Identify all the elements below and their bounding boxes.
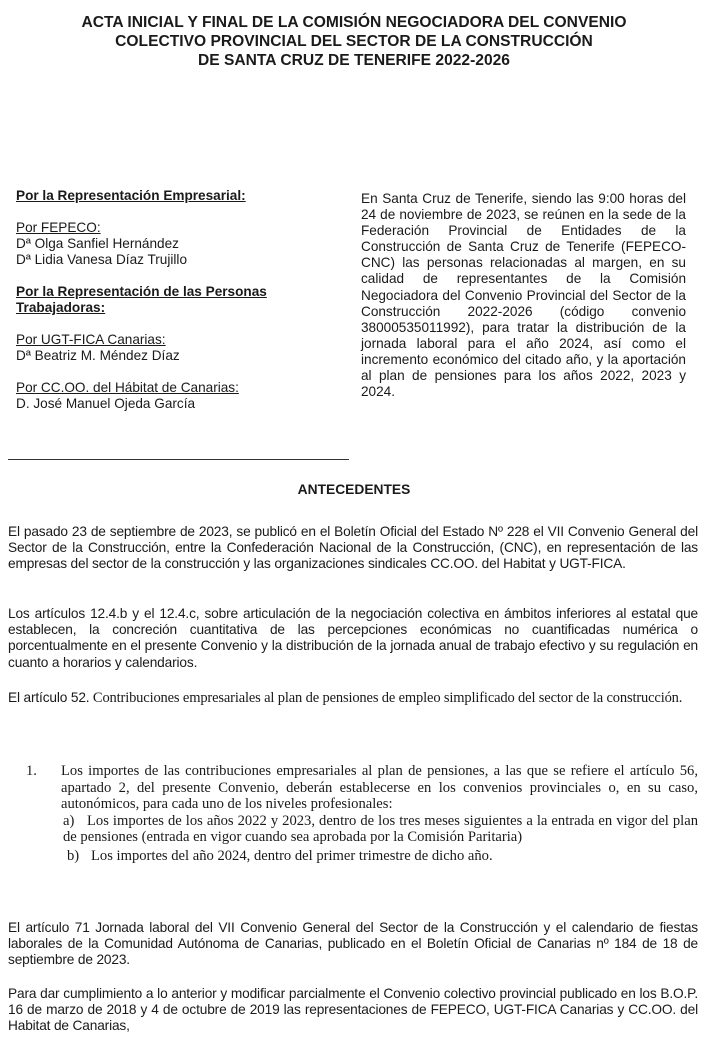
title-line-1: ACTA INICIAL Y FINAL DE LA COMISIÓN NEGOCIADORA DEL CONVENIO: [81, 14, 627, 31]
numbered-list: [26, 763, 698, 865]
title-line-2: COLECTIVO PROVINCIAL DEL SECTOR DE LA CONSTRUCCIÓN: [115, 33, 593, 50]
sub-item-a-text: Los importes de los años 2022 y 2023, dentro de los tres meses siguientes a la entrada en vigor del plan de pensiones (entrada en vigor cuando sea aprobada por la Comisión Paritaria): [63, 812, 698, 846]
divider-line: [8, 459, 349, 460]
org-fepeco: Por FEPECO:: [16, 220, 101, 235]
attendee-name: D. José Manuel Ojeda García: [16, 396, 196, 411]
attendee-name: Dª Olga Sanfiel Hernández: [16, 236, 179, 251]
list-number: 1.: [26, 763, 37, 779]
employer-heading: Por la Representación Empresarial:: [16, 188, 246, 203]
sub-item-a: [63, 813, 698, 846]
sub-item-b: [67, 848, 698, 865]
attendees-column: [16, 188, 336, 412]
workers-heading-line-1: Por la Representación de las Personas: [16, 284, 267, 299]
document-title: [0, 13, 708, 70]
list-item-text: Los importes de las contribuciones empresariales al plan de pensiones, a las que se refiere el artículo 56, apartado 2, del presente Convenio, deberán establecerse en los convenios provinciales o, en su caso, autonómicos, para cada uno de los niveles profesionales:: [61, 763, 698, 813]
title-line-3: DE SANTA CRUZ DE TENERIFE 2022-2026: [198, 52, 510, 69]
attendee-name: Dª Lidia Vanesa Díaz Trujillo: [16, 252, 188, 267]
sub-item-b-label: b): [67, 847, 80, 864]
paragraph-articles-12-4: Los artículos 12.4.b y el 12.4.c, sobre articulación de la negociación colectiva en ámbitos inferiores al estatal que establecen, la concreción cuantitativa de las percepciones económicas no cuantificadas numérica o porcentualmente en el presente Convenio y la distribución de la jornada anual de trabajo efectivo y su regulación en cuanto a horarios y calendarios.: [8, 606, 698, 670]
org-ccoo: Por CC.OO. del Hábitat de Canarias:: [16, 380, 239, 395]
workers-heading: [16, 284, 336, 316]
org-ugt-fica: Por UGT-FICA Canarias:: [16, 332, 166, 347]
intro-paragraph: En Santa Cruz de Tenerife, siendo las 9:00 horas del 24 de noviembre de 2023, se reúnen en la sede de la Federación Provincial de Entidades de la Construcción de Santa Cruz de Tenerife (FEPECO-CNC) las personas relacionadas al margen, en su calidad de representantes de la Comisión Negociadora del Convenio Provincial del Sector de la Construcción 2022-2026 (código convenio 38000535011992), para tratar la distribución de la jornada laboral para el año 2024, así como el incremento económico del citado año, y la aportación al plan de pensiones para los años 2022, 2023 y 2024.: [361, 191, 686, 400]
paragraph-compliance: Para dar cumplimiento a lo anterior y modificar parcialmente el Convenio colectivo provincial publicado en los B.O.P. 16 de marzo de 2018 y 4 de octubre de 2019 las representaciones de FEPECO, UGT-FICA Canarias y CC.OO. del Habitat de Canarias,: [8, 986, 698, 1034]
workers-heading-line-2: Trabajadoras:: [16, 300, 106, 315]
attendee-name: Dª Beatriz M. Méndez Díaz: [16, 348, 180, 363]
paragraph-article-52: [8, 690, 698, 706]
section-heading-antecedentes: ANTECEDENTES: [297, 482, 411, 497]
article-52-lead: El artículo 52.: [8, 690, 90, 705]
paragraph-article-71: El artículo 71 Jornada laboral del VII Convenio General del Sector de la Construcción y el calendario de fiestas laborales de la Comunidad Autónoma de Canarias, publicado en el Boletín Oficial de Canarias nº 184 de 18 de septiembre de 2023.: [8, 920, 698, 968]
article-52-text: Contribuciones empresariales al plan de pensiones de empleo simplificado del sector de la construcción.: [89, 690, 683, 706]
sub-item-a-label: a): [63, 812, 75, 829]
sub-item-b-text: Los importes del año 2024, dentro del primer trimestre de dicho año.: [91, 847, 493, 864]
paragraph-boe-publication: El pasado 23 de septiembre de 2023, se publicó en el Boletín Oficial del Estado Nº 228 el VII Convenio General del Sector de la Construcción, entre la Confederación Nacional de la Construcción, (CNC), en representación de las empresas del sector de la construcción y las organizaciones sindicales CC.OO. del Habitat y UGT-FICA.: [8, 524, 698, 572]
